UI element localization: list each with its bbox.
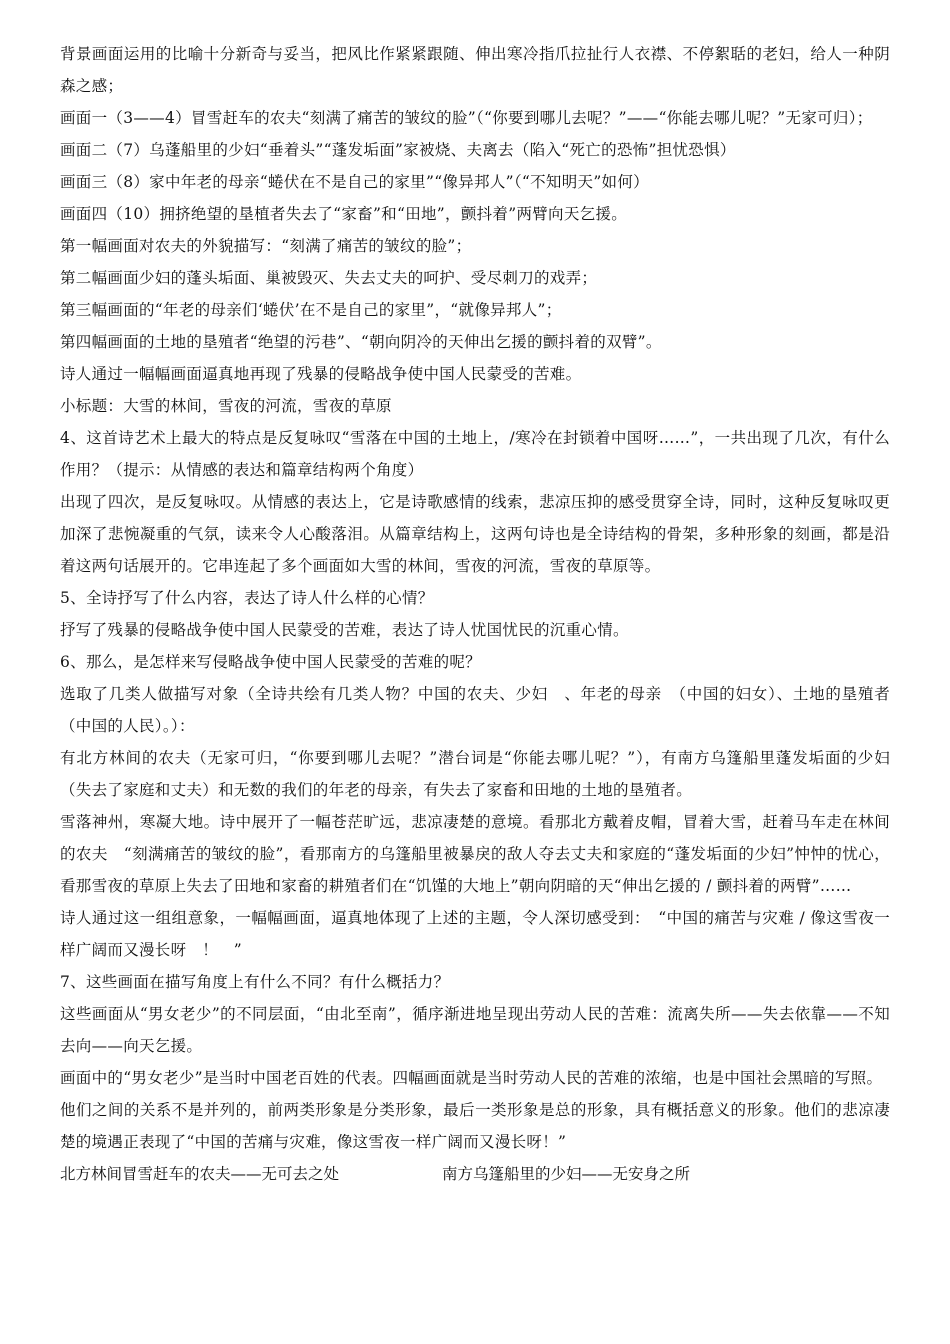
paragraph: 画面二（7）乌蓬船里的少妇“垂着头”“蓬发垢面”家被烧、夫离去（陷入“死亡的恐怖”担忧恐惧） bbox=[60, 141, 736, 159]
answer-6: 选取了几类人做描写对象（全诗共绘有几类人物？中国的农夫、少妇 、年老的母亲 （中国的妇女）、土地的垦殖者 （中国的人民）。）： bbox=[60, 685, 906, 735]
comparison-row bbox=[60, 1158, 890, 1190]
paragraph: 雪落神州，寒凝大地。诗中展开了一幅苍茫旷远，悲凉凄楚的意境。看那北方戴着皮帽，冒着大雪，赶着马车走在林间的农夫 “刻满痛苦的皱纹的脸”，看那南方的乌篷船里被暴戾的敌人夺去丈夫和家庭的“蓬发垢面的少妇”忡忡的忧心，看那雪夜的草原上失去了田地和家畜的耕殖者们在“饥馑的大地上”朝向阴暗的天“伸出乞援的 / 颤抖着的两臂”…… bbox=[60, 813, 890, 895]
answer-5: 抒写了残暴的侵略战争使中国人民蒙受的苦难，表达了诗人忧国忧民的沉重心情。 bbox=[60, 621, 629, 639]
paragraph: 诗人通过这一组组意象，一幅幅画面，逼真地体现了上述的主题，令人深切感受到： “中国的痛苦与灾难 / 像这雪夜一样广阔而又漫长呀 ！ ” bbox=[60, 909, 890, 959]
question-7: 7、这些画面在描写角度上有什么不同？有什么概括力？ bbox=[60, 973, 450, 991]
answer-4: 出现了四次，是反复咏叹。从情感的表达上，它是诗歌感情的线索，悲凉压抑的感受贯穿全诗，同时，这种反复咏叹更加深了悲惋凝重的气氛，读来令人心酸落泪。从篇章结构上，这两句诗也是全诗结构的骨架，多种形象的刻画，都是沿着这两句话展开的。它串连起了多个画面如大雪的林间，雪夜的河流，雪夜的草原等。 bbox=[60, 493, 890, 575]
question-5: 5、全诗抒写了什么内容，表达了诗人什么样的心情？ bbox=[60, 589, 434, 607]
comparison-right: 南方乌篷船里的少妇——无安身之所 bbox=[442, 1165, 691, 1183]
paragraph: 第三幅画面的“年老的母亲们‘蜷伏’在不是自己的家里”，“就像异邦人”； bbox=[60, 301, 562, 319]
paragraph: 画面一（3——4）冒雪赶车的农夫“刻满了痛苦的皱纹的脸”（“你要到哪儿去呢？”——“你能去哪儿呢？”无家可归）； bbox=[60, 109, 873, 127]
paragraph: 第二幅画面少妇的蓬头垢面、巢被毁灭、失去丈夫的呵护、受尽刺刀的戏弄； bbox=[60, 269, 598, 287]
question-4: 4、这首诗艺术上最大的特点是反复咏叹“雪落在中国的土地上，/寒冷在封锁着中国呀……”，一共出现了几次，有什么作用？（提示：从情感的表达和篇章结构两个角度） bbox=[60, 429, 890, 479]
paragraph: 画面三（8）家中年老的母亲“蜷伏在不是自己的家里”“像异邦人”（“不知明天”如何） bbox=[60, 173, 649, 191]
paragraph: 画面中的“男女老少”是当时中国老百姓的代表。四幅画面就是当时劳动人民的苦难的浓缩，也是中国社会黑暗的写照。 bbox=[60, 1069, 883, 1087]
paragraph: 他们之间的关系不是并列的，前两类形象是分类形象，最后一类形象是总的形象，具有概括意义的形象。他们的悲凉凄楚的境遇正表现了“中国的苦痛与灾难，像这雪夜一样广阔而又漫长呀！” bbox=[60, 1101, 890, 1151]
comparison-left: 北方林间冒雪赶车的农夫——无可去之处 bbox=[60, 1165, 340, 1183]
subtitle-line: 小标题：大雪的林间，雪夜的河流，雪夜的草原 bbox=[60, 397, 392, 415]
paragraph: 画面四（10）拥挤绝望的垦植者失去了“家畜”和“田地”，颤抖着”两臂向天乞援。 bbox=[60, 205, 628, 223]
question-6: 6、那么，是怎样来写侵略战争使中国人民蒙受的苦难的呢？ bbox=[60, 653, 481, 671]
paragraph: 诗人通过一幅幅画面逼真地再现了残暴的侵略战争使中国人民蒙受的苦难。 bbox=[60, 365, 582, 383]
document-body bbox=[60, 38, 906, 1190]
answer-7: 这些画面从“男女老少”的不同层面，“由北至南”，循序渐进地呈现出劳动人民的苦难：流离失所——失去依靠——不知去向——向天乞援。 bbox=[60, 1005, 890, 1055]
paragraph: 第一幅画面对农夫的外貌描写：“刻满了痛苦的皱纹的脸”； bbox=[60, 237, 472, 255]
paragraph: 背景画面运用的比喻十分新奇与妥当，把风比作紧紧跟随、伸出寒冷指爪拉扯行人衣襟、不停絮聒的老妇，给人一种阴森之感； bbox=[60, 45, 890, 95]
paragraph: 第四幅画面的土地的垦殖者“绝望的污巷”、“朝向阴冷的天伸出乞援的颤抖着的双臂”。 bbox=[60, 333, 662, 351]
paragraph: 有北方林间的农夫（无家可归，“你要到哪儿去呢？”潜台词是“你能去哪儿呢？”），有南方乌篷船里蓬发垢面的少妇（失去了家庭和丈夫）和无数的我们的年老的母亲，有失去了家畜和田地的土地的垦殖者。 bbox=[60, 749, 890, 799]
